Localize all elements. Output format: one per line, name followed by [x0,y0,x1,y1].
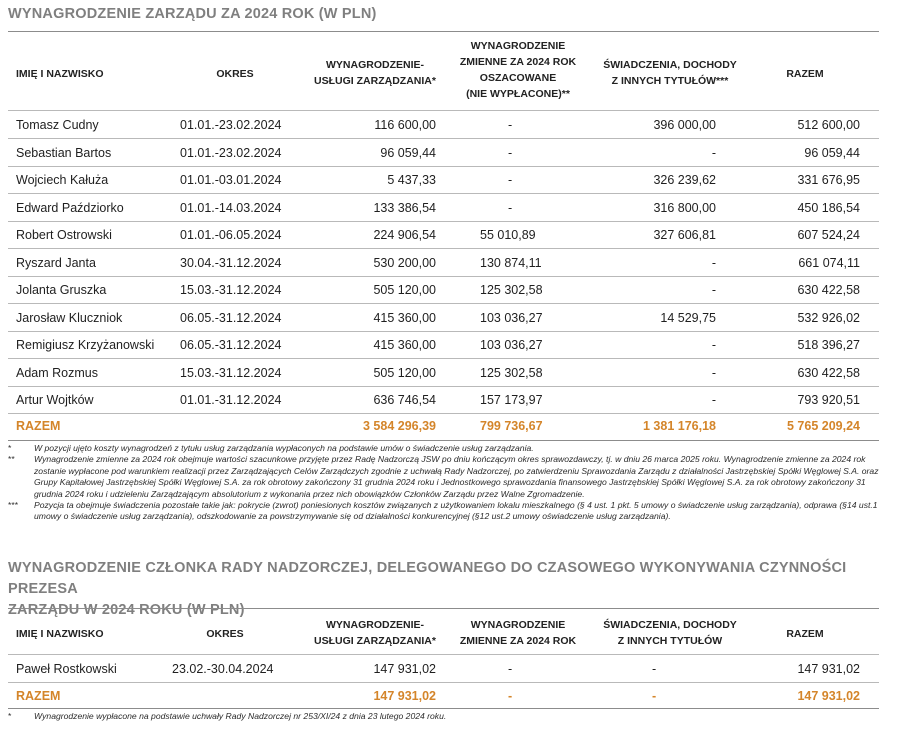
header-variable-line2: ZMIENNE ZA 2024 ROK [459,56,577,68]
header-variable-line1: WYNAGRODZENIE [470,40,566,52]
row-mgmt: 224 906,54 [373,228,436,242]
row-total: 450 186,54 [797,200,860,215]
header-benefits [585,57,755,89]
footnote-marker: * [8,443,12,453]
row-period: 15.03.-31.12.2024 [180,283,282,297]
row-period: 06.05.-31.12.2024 [180,310,282,325]
footnote-marker: ** [8,454,15,465]
row-ben: 327 606,81 [653,228,716,242]
row-var: - [508,145,513,160]
s2-totals-label: RAZEM [16,689,61,703]
footnote [8,454,888,500]
row-divider [8,221,879,222]
row-total: 630 422,58 [797,283,860,297]
row-period: 06.05.-31.12.2024 [180,338,282,352]
row-total: 661 074,11 [798,255,860,270]
footnotes-section2 [8,711,888,722]
header-name: IMIĘ I NAZWISKO [16,628,104,640]
header-benefits-line2: Z INNYCH TYTUŁÓW [617,635,723,647]
row-name: Jarosław Kluczniok [16,310,123,325]
row-name: Wojciech Kałuża [16,173,109,187]
row-name: Edward Paździorko [16,200,124,215]
totals-benefits: 1 381 176,18 [643,419,716,433]
header-variable-pay [438,38,598,102]
row-divider [8,413,879,414]
header-period: OKRES [216,68,254,80]
header-mgmt-fee-line2: USŁUGI ZARZĄDZANIA* [314,75,436,87]
header-total: RAZEM [786,68,824,80]
footnotes-section1 [8,443,888,523]
s2-row-total: 147 931,02 [797,662,860,676]
section2-title-line2: ZARZĄDU W 2024 ROKU (W PLN) [8,602,245,618]
s2-row-variable: - [508,662,513,676]
footnote-text: Wynagrodzenie zmienne za 2024 rok obejmuje wartości szacunkowe przyjęte przez Radę Nadzorczą JSW po dniu kończącym okres sprawozdawczy, tj. w dniu 26 marca 2025 roku. Wynagrodzenie zmienne za 2024 rok zostanie wypłacone pod warunkiem realizacji przez Zarządzających Celów Zarządczych zgodnie z uchwałą Rady Nadzorczej, po zatwierdzeniu Sprawozdania Zarządu z działalności Jastrzębskiej Spółki Węglowej S.A. oraz Grupy Kapitałowej Jastrzębskiej Spółki Węglowej S.A. za rok obrotowy zakończony 31 grudnia 2024 roku i Jednostkowego sprawozdania finansowego Jastrzębskiej Spółki Węglowej S.A. za rok obrotowy zakończony 31 grudnia 2024 roku i udzieleniu Zarządzającym absolutorium z wykonania przez nich obowiązków Członków Zarządu przez Walne Zgromadzenie. [34,454,879,499]
footnote-text: Wynagrodzenie wypłacone na podstawie uchwały Rady Nadzorczej nr 253/XI/24 z dnia 23 lutego 2024 roku. [34,711,447,721]
row-ben: - [711,145,716,160]
row-name: Ryszard Janta [16,255,96,270]
row-mgmt: 133 386,54 [373,200,436,215]
row-ben: 396 000,00 [653,118,716,132]
row-period: 15.03.-31.12.2024 [180,365,282,380]
row-total: 793 920,51 [797,393,860,407]
s2-totals-mgmt: 147 931,02 [373,689,436,703]
row-name: Tomasz Cudny [16,118,99,132]
row-var: 125 302,58 [480,283,543,297]
row-total: 630 422,58 [797,365,860,380]
header-mgmt-fee [295,57,455,89]
row-divider [8,386,879,387]
section-title-acting-president [8,558,900,621]
s2-row-benefits: - [652,662,657,676]
row-ben: - [711,283,716,297]
footnote [8,443,888,454]
footnote [8,500,888,523]
row-mgmt: 505 120,00 [373,283,436,297]
header-rule [8,654,879,655]
footnote-marker: * [8,711,12,721]
row-mgmt: 505 120,00 [373,365,436,380]
row-ben: 316 800,00 [653,200,716,215]
header-variable-line3: OSZACOWANE [479,72,557,84]
row-name: Jolanta Gruszka [16,283,107,297]
header-benefits-line1: ŚWIADCZENIA, DOCHODY [603,619,737,631]
row-total: 518 396,27 [797,338,860,352]
row-var: 55 010,89 [480,228,536,242]
totals-mgmt: 3 584 296,39 [363,419,436,433]
row-period: 01.01.-03.01.2024 [180,173,282,187]
header-benefits-line1: ŚWIADCZENIA, DOCHODY [603,59,737,71]
row-name: Adam Rozmus [16,365,98,380]
row-mgmt: 116 600,00 [374,118,436,132]
header-mgmt-fee-line1: WYNAGRODZENIE- [326,59,424,71]
totals-rule [8,440,879,441]
row-total: 512 600,00 [797,118,860,132]
header-variable-line1: WYNAGRODZENIE [470,619,566,631]
row-total: 96 059,44 [804,145,860,160]
header-benefits [585,617,755,649]
s2-row-period: 23.02.-30.04.2024 [172,662,274,676]
row-divider [8,303,879,304]
row-mgmt: 5 437,33 [387,173,436,187]
row-var: - [508,118,513,132]
header-period: OKRES [206,628,244,640]
s2-row-name: Paweł Rostkowski [16,662,117,676]
row-divider [8,276,879,277]
header-rule [8,110,879,111]
row-var: 103 036,27 [480,310,543,325]
row-name: Sebastian Bartos [16,145,112,160]
row-ben: 326 239,62 [653,173,716,187]
row-divider [8,358,879,359]
footnote-marker: *** [8,500,19,511]
section2-title-rule [8,608,879,609]
row-period: 30.04.-31.12.2024 [180,255,282,270]
row-period: 01.01.-06.05.2024 [180,228,282,242]
row-mgmt: 96 059,44 [380,145,436,160]
row-var: 130 874,11 [480,255,542,270]
row-ben: - [711,255,716,270]
row-ben: 14 529,75 [660,310,716,325]
footnote-text: Pozycja ta obejmuje świadczenia pozostałe takie jak: pokrycie (zwrot) poniesionych kosztów związanych z użytkowaniem lokalu mieszkalnego (§ 4 ust. 1 pkt. 5 umowy o świadczenie usług zarządzania), odprawa (§14 ust.1 umowy o świadczenie usług zarządzania), odszkodowanie za powstrzymywanie się od działalności konkurencyjnej (§12 ust.2 umowy oświadczenie usług zarządzania). [34,500,878,522]
row-period: 01.01.-23.02.2024 [180,145,282,160]
row-period: 01.01.-31.12.2024 [180,393,282,407]
header-name: IMIĘ I NAZWISKO [16,68,104,80]
footnote-text: W pozycji ujęto koszty wynagrodzeń z tytułu usług zarządzania wypłaconych na podstawie umów o świadczenie usług zarządzania. [34,443,534,453]
row-divider [8,682,879,683]
title-rule [8,31,879,32]
totals-variable: 799 736,67 [480,419,543,433]
row-var: - [508,173,513,187]
row-mgmt: 530 200,00 [373,255,436,270]
row-ben: - [711,338,716,352]
row-ben: - [711,365,716,380]
row-name: Artur Wojtków [16,393,94,407]
header-total: RAZEM [786,628,824,640]
row-var: - [508,200,513,215]
row-mgmt: 415 360,00 [373,310,436,325]
row-var: 125 302,58 [480,365,543,380]
section2-title-line1: WYNAGRODZENIE CZŁONKA RADY NADZORCZEJ, DELEGOWANEGO DO CZASOWEGO WYKONYWANIA CZYNNOŚCI PREZESA [8,560,847,597]
row-var: 157 173,97 [480,393,543,407]
row-divider [8,248,879,249]
header-variable-line4: (NIE WYPŁACONE)** [466,88,570,100]
header-mgmt-fee-line2: USŁUGI ZARZĄDZANIA* [314,635,436,647]
row-name: Remigiusz Krzyżanowski [16,338,155,352]
row-name: Robert Ostrowski [16,228,112,242]
row-divider [8,166,879,167]
row-total: 532 926,02 [797,310,860,325]
header-mgmt-fee-line1: WYNAGRODZENIE- [326,619,424,631]
s2-totals-rule [8,708,879,709]
row-mgmt: 415 360,00 [373,338,436,352]
row-ben: - [711,393,716,407]
row-total: 607 524,24 [797,228,860,242]
s2-totals-benefits: - [652,689,657,703]
s2-row-mgmt: 147 931,02 [373,662,436,676]
totals-label: RAZEM [16,419,61,433]
row-period: 01.01.-14.03.2024 [180,200,282,215]
footnote [8,711,888,722]
row-var: 103 036,27 [480,338,543,352]
row-divider [8,138,879,139]
row-total: 331 676,95 [797,173,860,187]
totals-total: 5 765 209,24 [787,419,860,433]
row-divider [8,331,879,332]
row-mgmt: 636 746,54 [373,393,436,407]
row-divider [8,193,879,194]
s2-totals-total: 147 931,02 [797,689,860,703]
header-variable-pay [438,617,598,649]
header-variable-line2: ZMIENNE ZA 2024 ROK [459,635,577,647]
row-period: 01.01.-23.02.2024 [180,118,282,132]
header-mgmt-fee [295,617,455,649]
s2-totals-variable: - [508,689,513,703]
section-title-board-remuneration: WYNAGRODZENIE ZARZĄDU ZA 2024 ROK (W PLN) [8,6,377,22]
header-benefits-line2: Z INNYCH TYTUŁÓW*** [611,75,729,87]
